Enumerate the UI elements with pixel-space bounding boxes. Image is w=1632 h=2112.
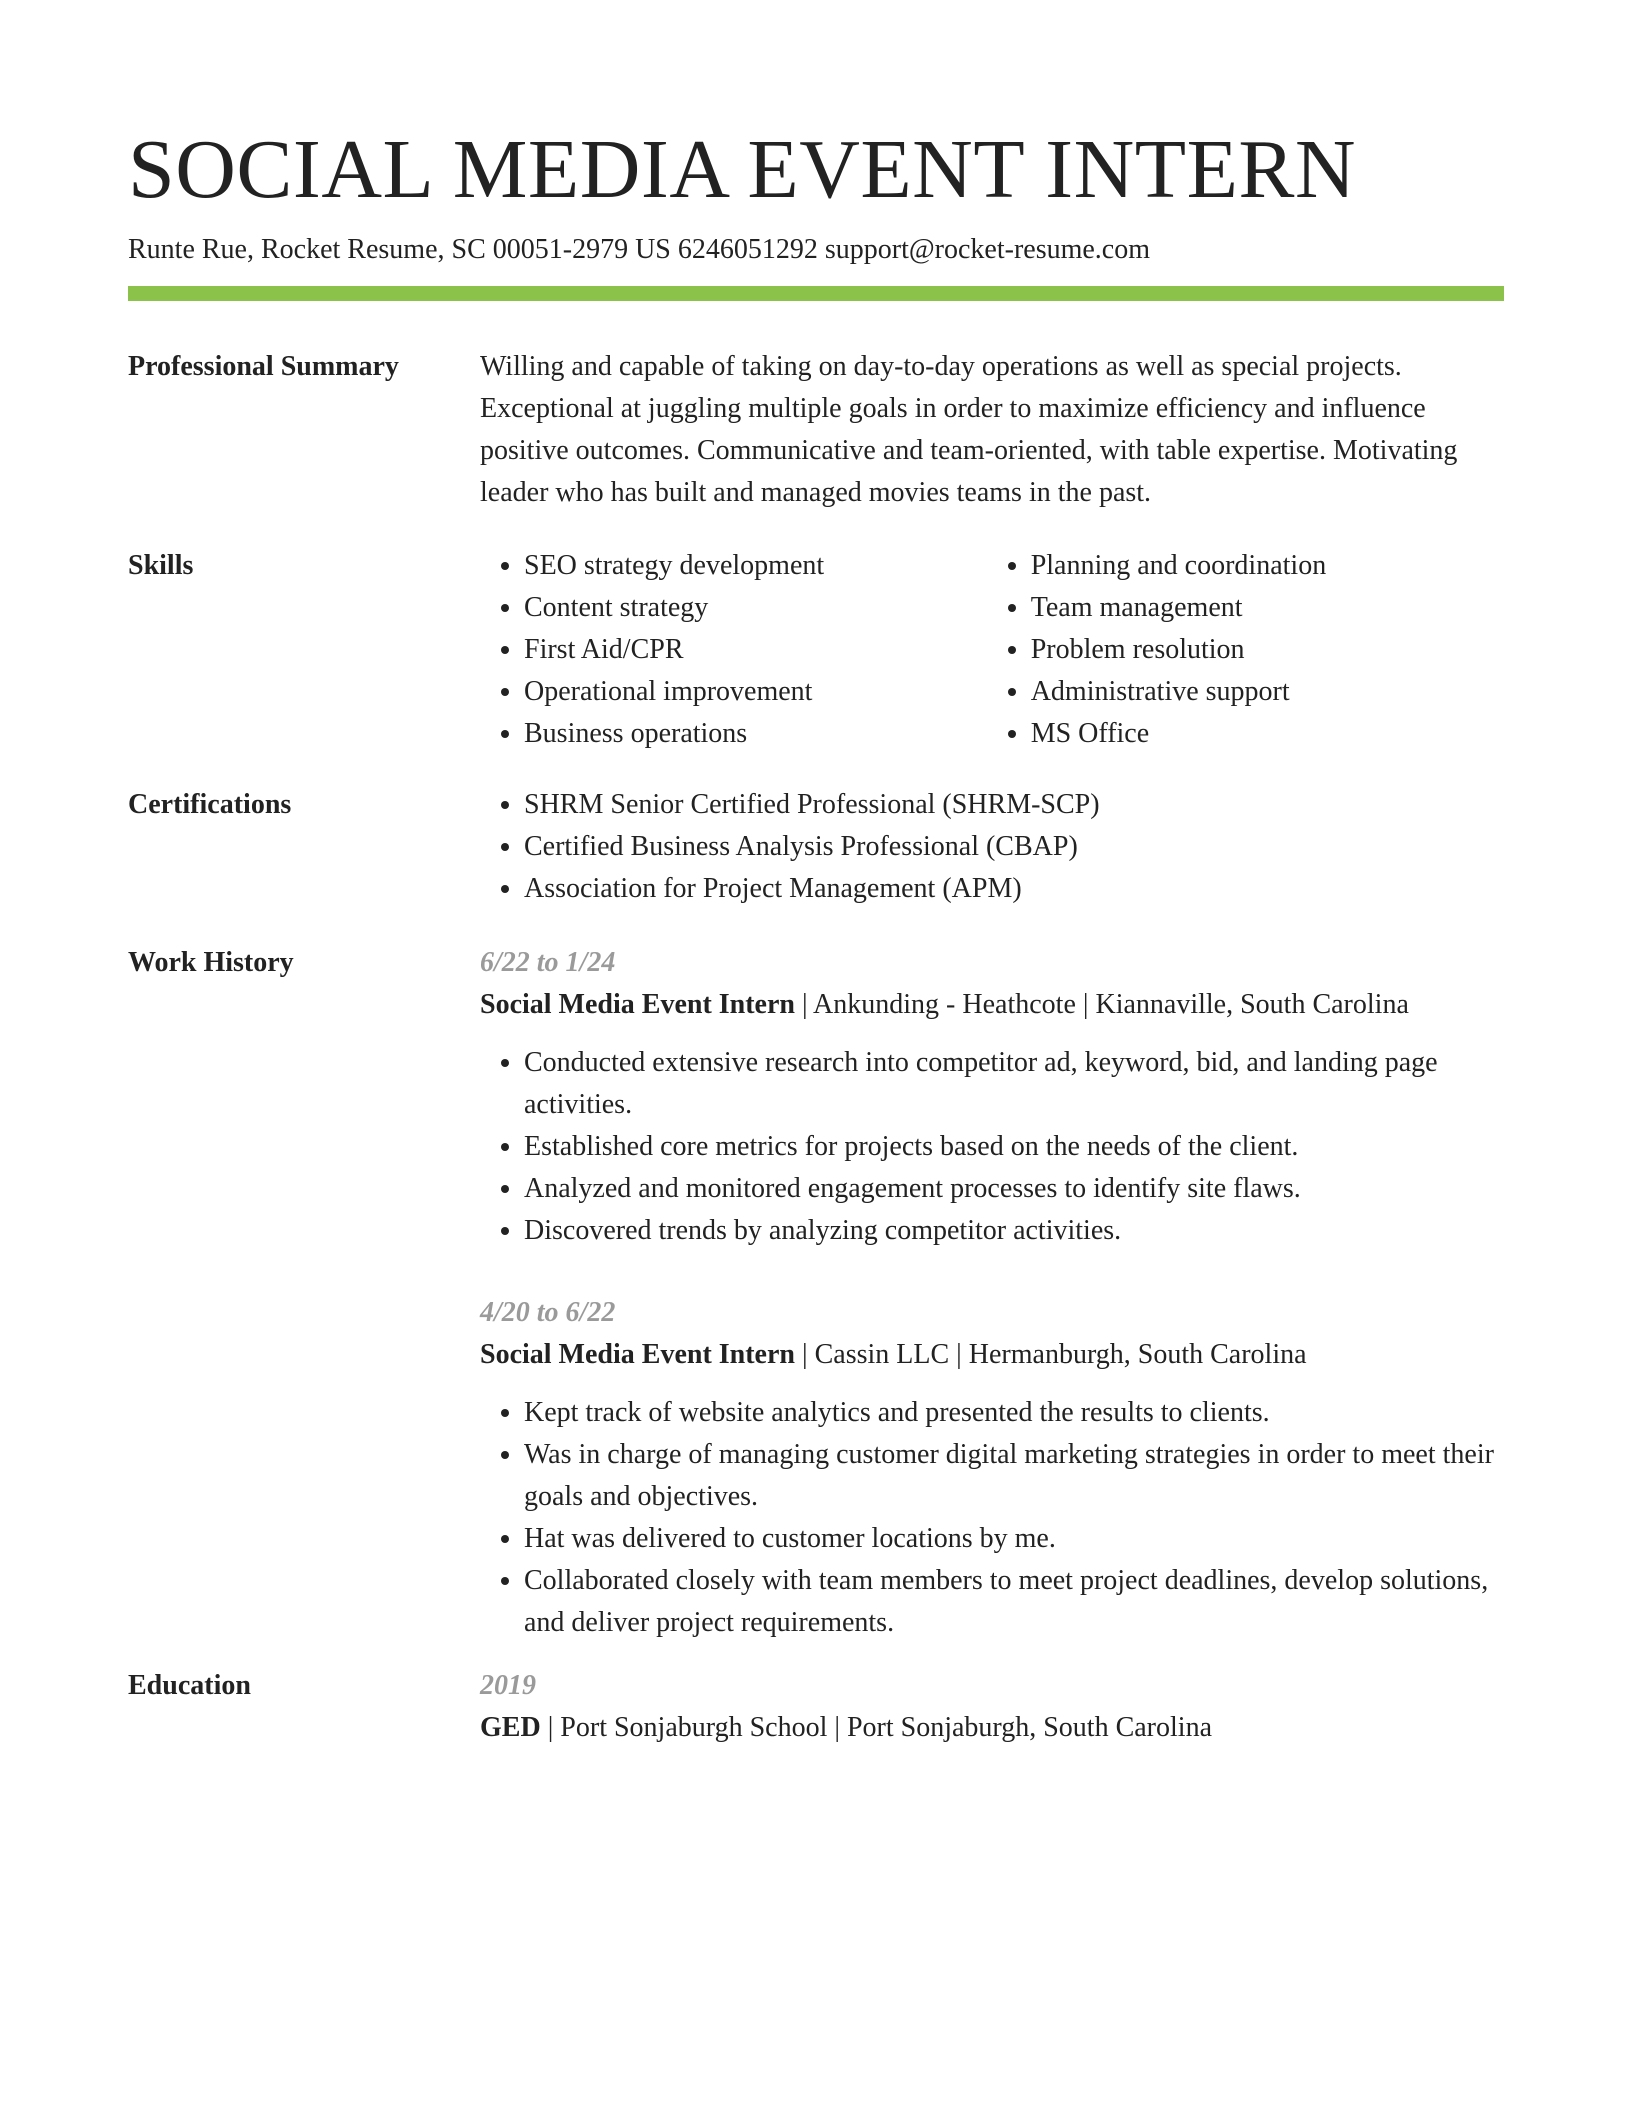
- education-degree: GED: [480, 1712, 541, 1743]
- work-history-label: Work History: [128, 947, 294, 978]
- job-dates: 6/22 to 1/24: [480, 947, 616, 978]
- summary-label: Professional Summary: [128, 351, 399, 382]
- certifications-label: Certifications: [128, 789, 292, 820]
- job-bullets: [480, 1042, 1504, 1252]
- contact-line: Runte Rue, Rocket Resume, SC 00051-2979 US 6246051292 support@rocket-resume.com: [128, 234, 1150, 265]
- skills-label: Skills: [128, 550, 194, 581]
- job-bullet: • Was in charge of managing customer digital marketing strategies in order to meet their goals and objectives.: [524, 1434, 1504, 1518]
- job-bullet: • Hat was delivered to customer locations by me.: [524, 1518, 1504, 1560]
- job-entry: [480, 1292, 1504, 1644]
- job-entry: [480, 942, 1504, 1252]
- certifications-content: [480, 784, 1504, 910]
- education-date: 2019: [480, 1670, 536, 1701]
- certification-item: • Certified Business Analysis Professional (CBAP): [524, 826, 1504, 868]
- job-details: | Cassin LLC | Hermanburgh, South Carolina: [795, 1339, 1307, 1370]
- resume-title: SOCIAL MEDIA EVENT INTERN: [128, 123, 1357, 216]
- skill-item: • Problem resolution: [1031, 629, 1504, 671]
- summary-text: Willing and capable of taking on day-to-day operations as well as special projects. Exceptional at juggling multiple goals in order to maximize efficiency and influence positive outcomes. Communicative and team-oriented, with table expertise. Motivating leader who has built and managed movies teams in the past.: [480, 351, 1458, 508]
- certification-item: • SHRM Senior Certified Professional (SHRM-SCP): [524, 784, 1504, 826]
- skill-item: • Operational improvement: [524, 671, 943, 713]
- job-dates: 4/20 to 6/22: [480, 1297, 616, 1328]
- job-bullet: • Established core metrics for projects based on the needs of the client.: [524, 1126, 1504, 1168]
- job-heading: [480, 984, 1504, 1026]
- skill-item: • SEO strategy development: [524, 545, 943, 587]
- skill-item: • Team management: [1031, 587, 1504, 629]
- certifications-list: [480, 784, 1504, 910]
- education-heading: [480, 1707, 1504, 1749]
- education-content: [480, 1665, 1504, 1749]
- education-label: Education: [128, 1670, 251, 1701]
- summary-content: [480, 346, 1504, 514]
- job-title: Social Media Event Intern: [480, 1339, 795, 1370]
- job-details: | Ankunding - Heathcote | Kiannaville, South Carolina: [795, 989, 1409, 1020]
- job-bullet: • Conducted extensive research into competitor ad, keyword, bid, and landing page activities.: [524, 1042, 1504, 1126]
- skill-item: • Content strategy: [524, 587, 943, 629]
- job-bullet: • Collaborated closely with team members to meet project deadlines, develop solutions, and deliver project requirements.: [524, 1560, 1504, 1644]
- skills-list-left: [480, 545, 943, 755]
- skill-item: • Administrative support: [1031, 671, 1504, 713]
- skill-item: • Business operations: [524, 713, 943, 755]
- job-bullets: [480, 1392, 1504, 1644]
- accent-divider: [128, 286, 1504, 301]
- skill-item: • Planning and coordination: [1031, 545, 1504, 587]
- job-bullet: • Discovered trends by analyzing competitor activities.: [524, 1210, 1504, 1252]
- job-bullet: • Analyzed and monitored engagement processes to identify site flaws.: [524, 1168, 1504, 1210]
- skill-item: • First Aid/CPR: [524, 629, 943, 671]
- skills-list-right: [987, 545, 1504, 755]
- job-heading: [480, 1334, 1504, 1376]
- certification-item: • Association for Project Management (APM): [524, 868, 1504, 910]
- job-bullet: • Kept track of website analytics and presented the results to clients.: [524, 1392, 1504, 1434]
- skills-columns: [480, 545, 1504, 755]
- work-history-content: [480, 942, 1504, 1644]
- skill-item: • MS Office: [1031, 713, 1504, 755]
- education-details: | Port Sonjaburgh School | Port Sonjaburgh, South Carolina: [540, 1712, 1212, 1743]
- job-title: Social Media Event Intern: [480, 989, 795, 1020]
